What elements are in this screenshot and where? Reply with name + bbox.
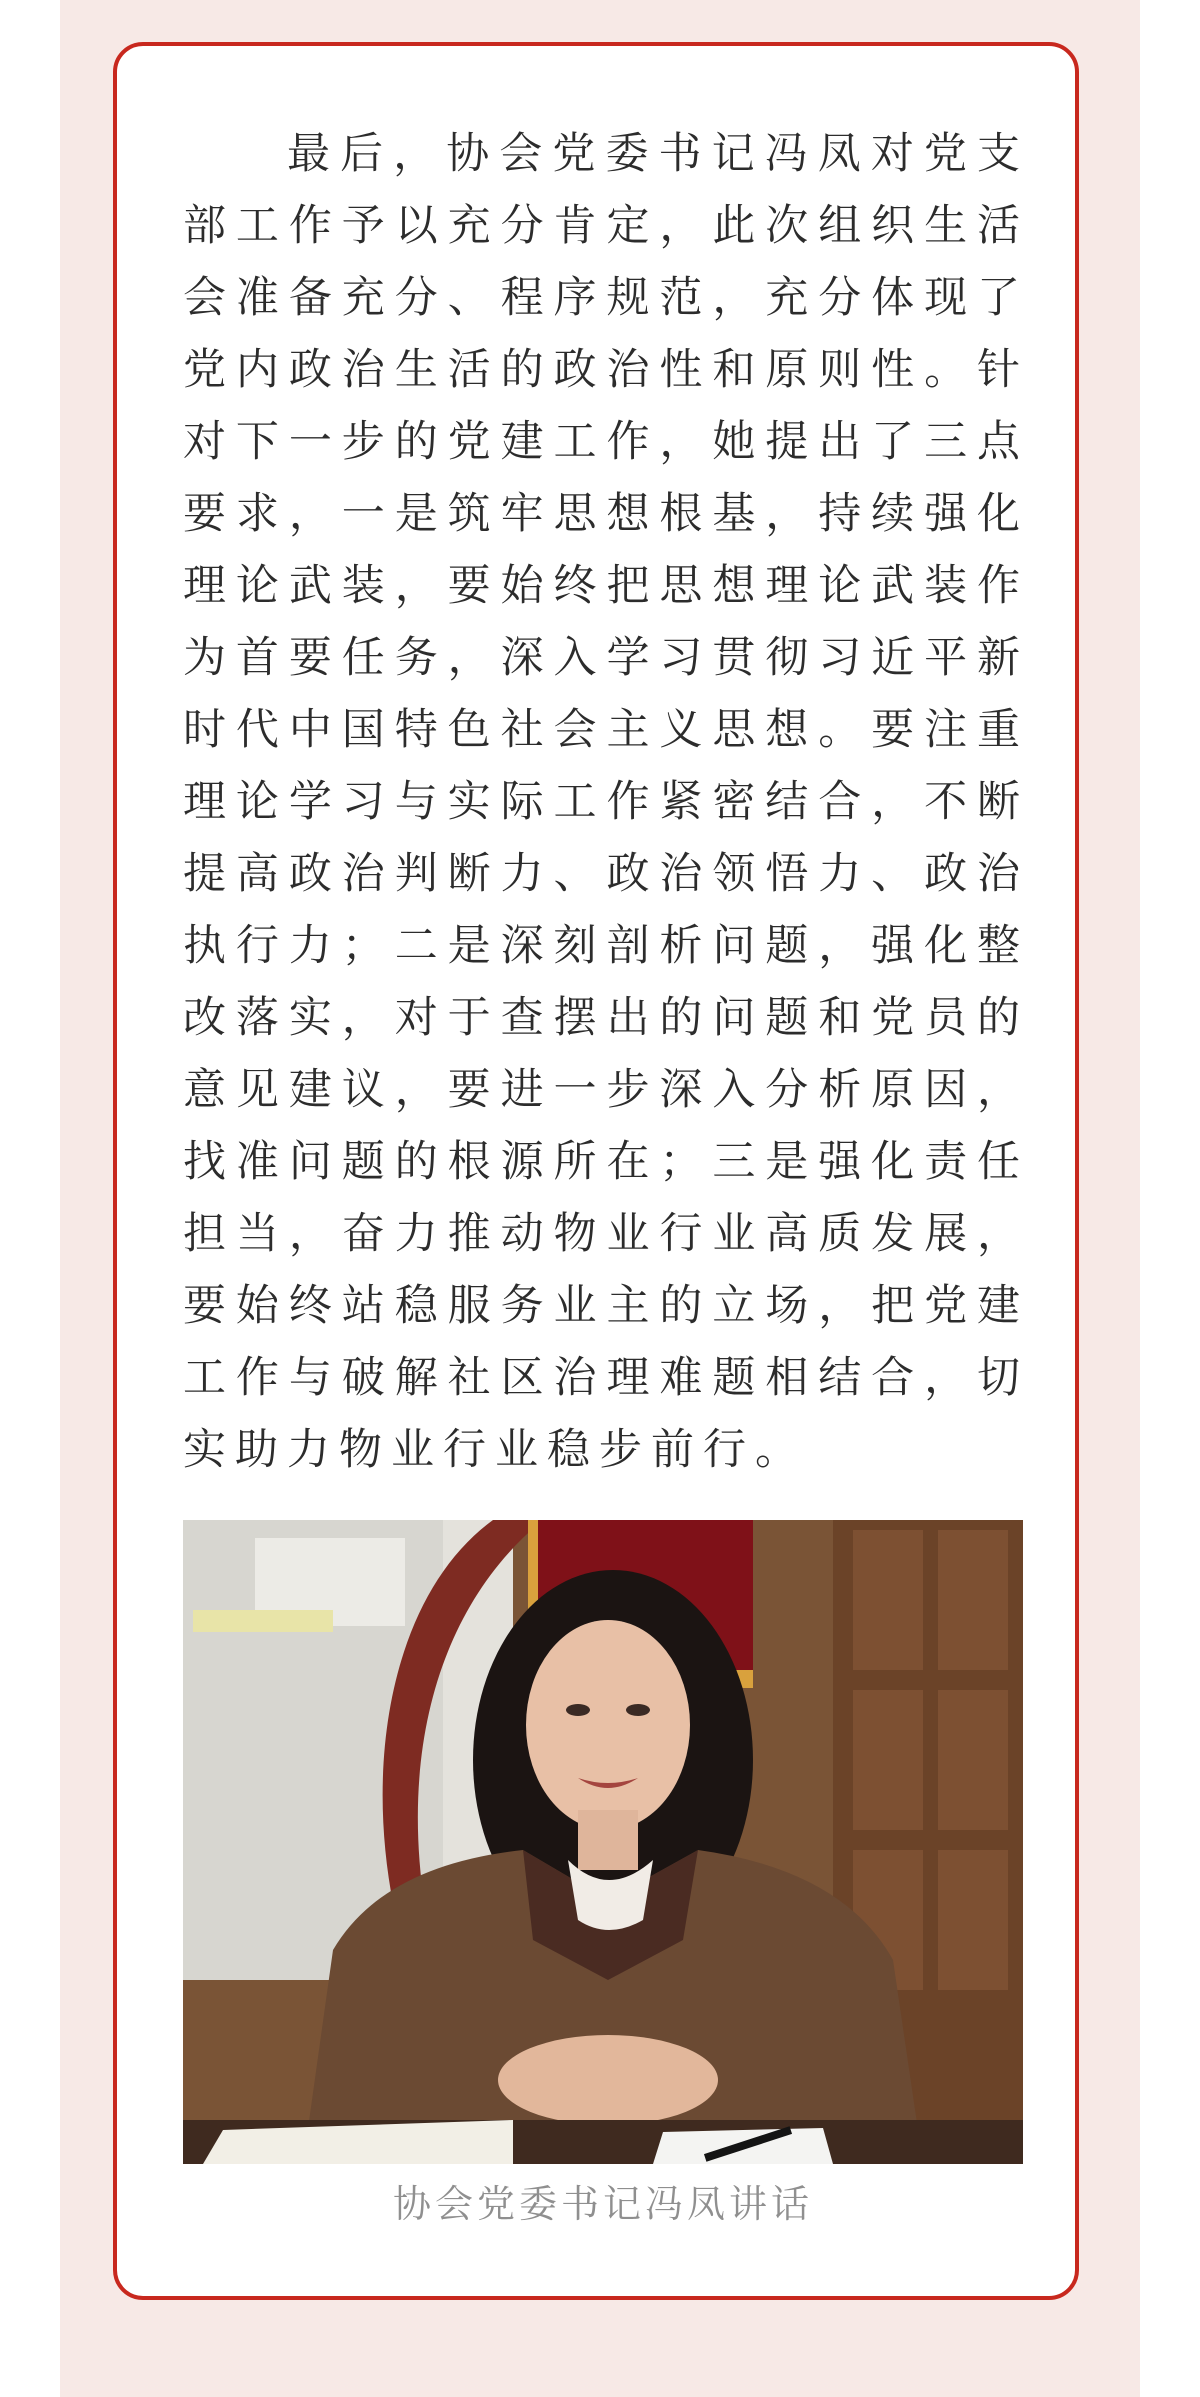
article-card xyxy=(113,42,1079,2300)
photo-caption: 协会党委书记冯凤讲话 xyxy=(392,2182,813,2226)
article-paragraph: 最后，协会党委书记冯凤对党支部工作予以充分肯定，此次组织生活会准备充分、程序规范，充分体现了党内政治生活的政治性和原则性。针对下一步的党建工作，她提出了三点要求，一是筑牢思想根基，持续强化理论武装，要始终把思想理论武装作为首要任务，深入学习贯彻习近平新时代中国特色社会主义思想。要注重理论学习与实际工作紧密结合，不断提高政治判断力、政治领悟力、政治执行力；二是深刻剖析问题，强化整改落实，对于查摆出的问题和党员的意见建议，要进一步深入分析原因，找准问题的根源所在；三是强化责任担当，奋力推动物业行业高质发展，要始终站稳服务业主的立场，把党建工作与破解社区治理难题相结合，切实助力物业行业稳步前行。 xyxy=(183,129,1029,1475)
speaker-photo-image xyxy=(183,1520,1023,2164)
speaker-photo xyxy=(183,1520,1023,2164)
